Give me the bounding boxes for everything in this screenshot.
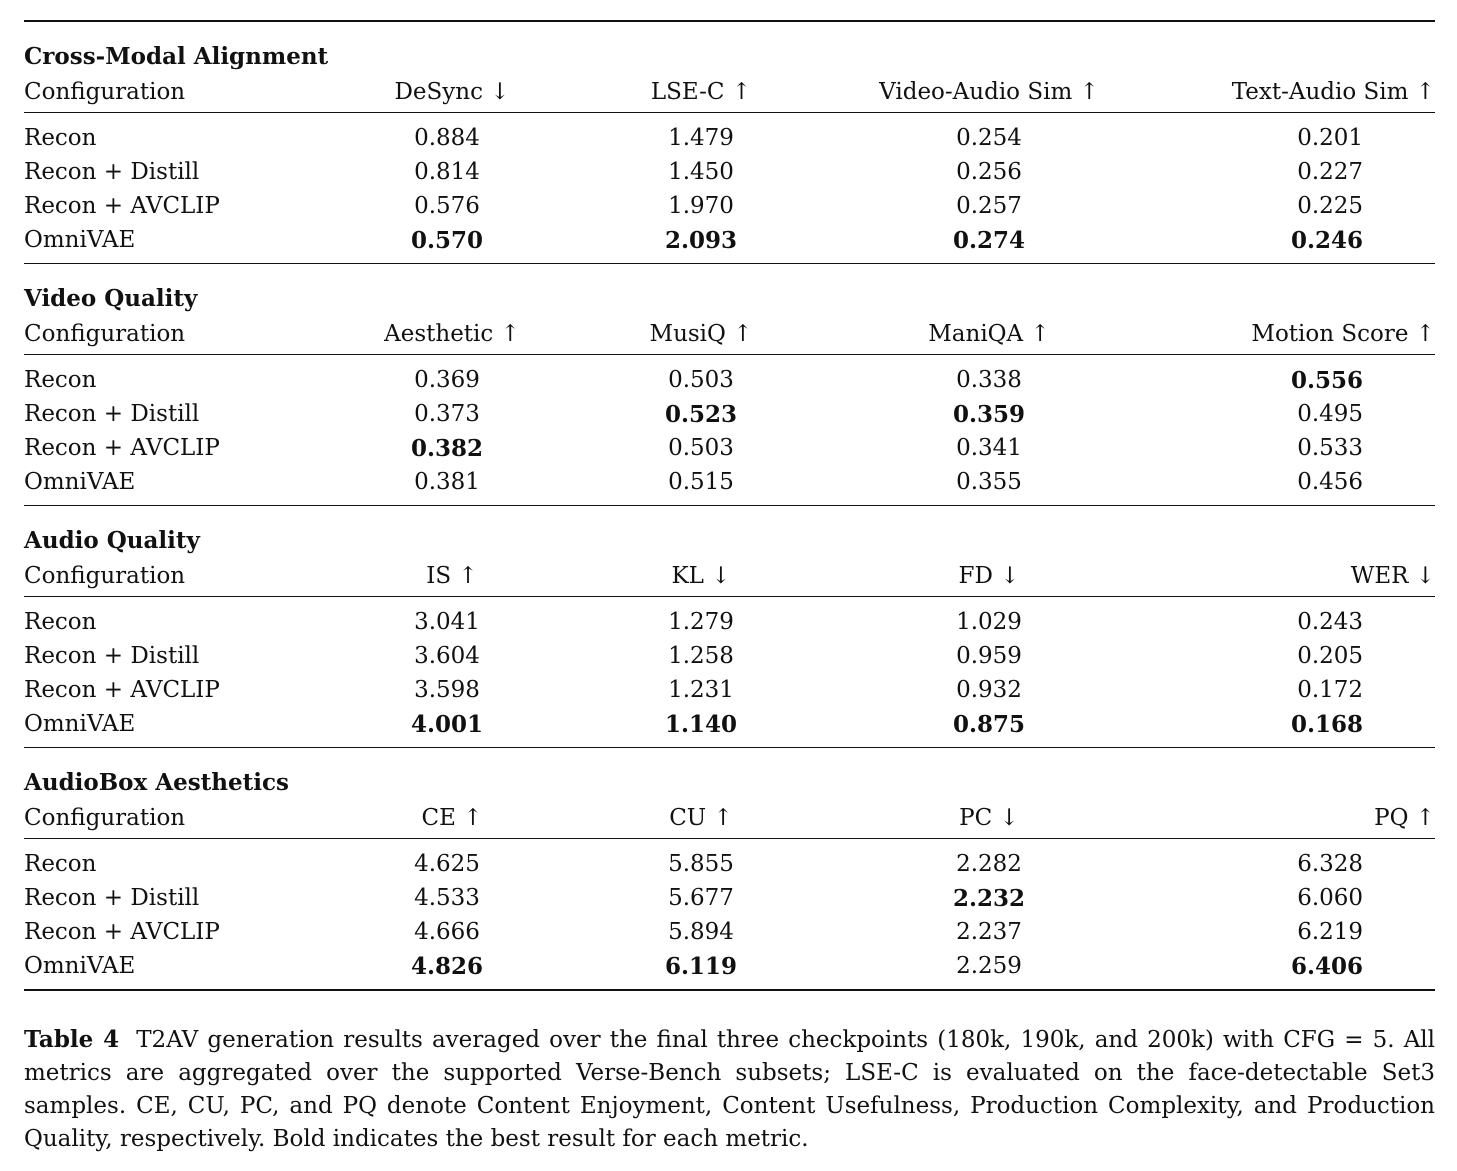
metric-value: 0.495 — [1297, 401, 1364, 427]
column-header-configuration: Configuration — [24, 798, 324, 839]
metric-value: 0.523 — [664, 400, 738, 428]
column-header-metric: PC ↓ — [832, 798, 1146, 839]
column-header-metric: Text-Audio Sim ↑ — [1146, 72, 1435, 113]
section-title: AudioBox Aesthetics — [24, 748, 1435, 799]
metric-value: 1.479 — [668, 125, 734, 151]
metric-value: 0.274 — [952, 226, 1026, 254]
metric-value: 4.001 — [410, 710, 484, 738]
metric-value: 0.225 — [1297, 193, 1364, 219]
results-table-body — [24, 21, 1435, 991]
metric-value: 0.814 — [414, 159, 480, 185]
table-row — [24, 431, 1435, 465]
table-row — [24, 155, 1435, 189]
column-header-metric: ManiQA ↑ — [832, 314, 1146, 355]
row-configuration: OmniVAE — [24, 227, 136, 253]
metric-value: 3.604 — [414, 643, 480, 669]
metric-value: 1.231 — [668, 677, 734, 703]
metric-value: 0.515 — [668, 469, 734, 495]
table-row — [24, 465, 1435, 506]
metric-value: 0.243 — [1297, 609, 1364, 635]
caption-label: Table 4 — [24, 1026, 120, 1053]
column-header-metric: WER ↓ — [1146, 556, 1435, 597]
table-row — [24, 397, 1435, 431]
column-header-metric: DeSync ↓ — [324, 72, 570, 113]
metric-value: 0.533 — [1297, 435, 1364, 461]
row-configuration: Recon + AVCLIP — [24, 193, 220, 219]
section-title: Audio Quality — [24, 506, 1435, 557]
metric-value: 0.359 — [952, 400, 1026, 428]
column-header-configuration: Configuration — [24, 72, 324, 113]
metric-value: 0.556 — [1291, 366, 1364, 394]
metric-value: 0.875 — [952, 710, 1026, 738]
column-header-metric: Motion Score ↑ — [1146, 314, 1435, 355]
table-row — [24, 673, 1435, 707]
metric-value: 2.093 — [664, 226, 738, 254]
metric-value: 0.168 — [1291, 710, 1364, 738]
header-row — [24, 798, 1435, 839]
section-title-row — [24, 748, 1435, 799]
table-row — [24, 189, 1435, 223]
header-row — [24, 314, 1435, 355]
table-row — [24, 223, 1435, 264]
metric-value: 0.172 — [1297, 677, 1364, 703]
metric-value: 1.258 — [668, 643, 734, 669]
metric-value: 4.533 — [414, 885, 480, 911]
row-configuration: Recon + Distill — [24, 643, 200, 669]
column-header-metric: Video-Audio Sim ↑ — [832, 72, 1146, 113]
row-configuration: Recon — [24, 609, 97, 635]
row-configuration: OmniVAE — [24, 953, 136, 979]
section-title: Cross-Modal Alignment — [24, 21, 1435, 72]
row-configuration: OmniVAE — [24, 469, 136, 495]
metric-value: 5.894 — [668, 919, 734, 945]
metric-value: 5.677 — [668, 885, 734, 911]
row-configuration: Recon + AVCLIP — [24, 919, 220, 945]
row-configuration: Recon + Distill — [24, 401, 200, 427]
results-page — [24, 20, 1435, 1156]
column-header-metric: PQ ↑ — [1146, 798, 1435, 839]
metric-value: 4.625 — [414, 851, 480, 877]
row-configuration: Recon — [24, 125, 97, 151]
caption-text: T2AV generation results averaged over the final three checkpoints (180k, 190k, and 200k) with CFG = 5. All metrics are aggregated over the supported Verse-Bench subsets; LSE-C is evaluated on the face-detectable Set3 samples. CE, CU, PC, and PQ denote Content Enjoyment, Content Usefulness, Production Complexity, and Production Quality, respectively. Bold indicates the best result for each metric. — [24, 1027, 1436, 1152]
metric-value: 1.450 — [668, 159, 734, 185]
metric-value: 0.570 — [410, 226, 484, 254]
metric-value: 0.381 — [414, 469, 480, 495]
metric-value: 1.140 — [664, 710, 738, 738]
metric-value: 0.227 — [1297, 159, 1364, 185]
table-row — [24, 881, 1435, 915]
row-configuration: Recon + Distill — [24, 159, 200, 185]
table-bottom-rule — [24, 990, 1435, 991]
header-row — [24, 72, 1435, 113]
table-row — [24, 839, 1435, 882]
row-configuration: Recon — [24, 367, 97, 393]
metric-value: 6.406 — [1291, 952, 1364, 980]
metric-value: 0.576 — [414, 193, 480, 219]
metric-value: 2.232 — [952, 884, 1026, 912]
metric-value: 2.282 — [956, 851, 1022, 877]
metric-value: 3.041 — [414, 609, 480, 635]
table-row — [24, 355, 1435, 398]
metric-value: 2.237 — [956, 919, 1022, 945]
metric-value: 0.355 — [956, 469, 1022, 495]
results-table — [24, 20, 1435, 991]
header-row — [24, 556, 1435, 597]
row-configuration: OmniVAE — [24, 711, 136, 737]
metric-value: 0.246 — [1291, 226, 1364, 254]
metric-value: 0.373 — [414, 401, 480, 427]
metric-value: 6.060 — [1297, 885, 1364, 911]
metric-value: 0.254 — [956, 125, 1022, 151]
metric-value: 0.201 — [1297, 125, 1364, 151]
column-header-metric: CU ↑ — [570, 798, 832, 839]
metric-value: 3.598 — [414, 677, 480, 703]
section-title-row — [24, 264, 1435, 315]
row-configuration: Recon — [24, 851, 97, 877]
metric-value: 4.666 — [414, 919, 480, 945]
column-header-metric: Aesthetic ↑ — [324, 314, 570, 355]
metric-value: 0.256 — [956, 159, 1022, 185]
table-row — [24, 113, 1435, 156]
metric-value: 0.959 — [956, 643, 1022, 669]
metric-value: 2.259 — [956, 953, 1022, 979]
metric-value: 1.279 — [668, 609, 734, 635]
metric-value: 0.503 — [668, 435, 734, 461]
metric-value: 0.382 — [410, 434, 484, 462]
metric-value: 0.456 — [1297, 469, 1364, 495]
column-header-configuration: Configuration — [24, 556, 324, 597]
row-configuration: Recon + AVCLIP — [24, 677, 220, 703]
metric-value: 0.503 — [668, 367, 734, 393]
table-row — [24, 949, 1435, 990]
metric-value: 1.970 — [668, 193, 734, 219]
metric-value: 0.932 — [956, 677, 1022, 703]
section-title-row — [24, 21, 1435, 72]
section-title-row — [24, 506, 1435, 557]
table-row — [24, 915, 1435, 949]
table-caption — [24, 1023, 1435, 1156]
bottom-rule-cell — [24, 990, 1435, 991]
metric-value: 1.029 — [956, 609, 1022, 635]
metric-value: 6.219 — [1297, 919, 1364, 945]
column-header-metric: KL ↓ — [570, 556, 832, 597]
metric-value: 0.257 — [956, 193, 1022, 219]
column-header-metric: CE ↑ — [324, 798, 570, 839]
row-configuration: Recon + Distill — [24, 885, 200, 911]
metric-value: 0.338 — [956, 367, 1022, 393]
metric-value: 0.369 — [414, 367, 480, 393]
section-title: Video Quality — [24, 264, 1435, 315]
metric-value: 4.826 — [410, 952, 484, 980]
metric-value: 6.119 — [664, 952, 738, 980]
metric-value: 5.855 — [668, 851, 734, 877]
table-row — [24, 597, 1435, 640]
column-header-metric: IS ↑ — [324, 556, 570, 597]
column-header-configuration: Configuration — [24, 314, 324, 355]
table-row — [24, 707, 1435, 748]
metric-value: 0.205 — [1297, 643, 1364, 669]
column-header-metric: FD ↓ — [832, 556, 1146, 597]
metric-value: 6.328 — [1297, 851, 1364, 877]
column-header-metric: LSE-C ↑ — [570, 72, 832, 113]
metric-value: 0.341 — [956, 435, 1022, 461]
metric-value: 0.884 — [414, 125, 480, 151]
table-row — [24, 639, 1435, 673]
row-configuration: Recon + AVCLIP — [24, 435, 220, 461]
column-header-metric: MusiQ ↑ — [570, 314, 832, 355]
